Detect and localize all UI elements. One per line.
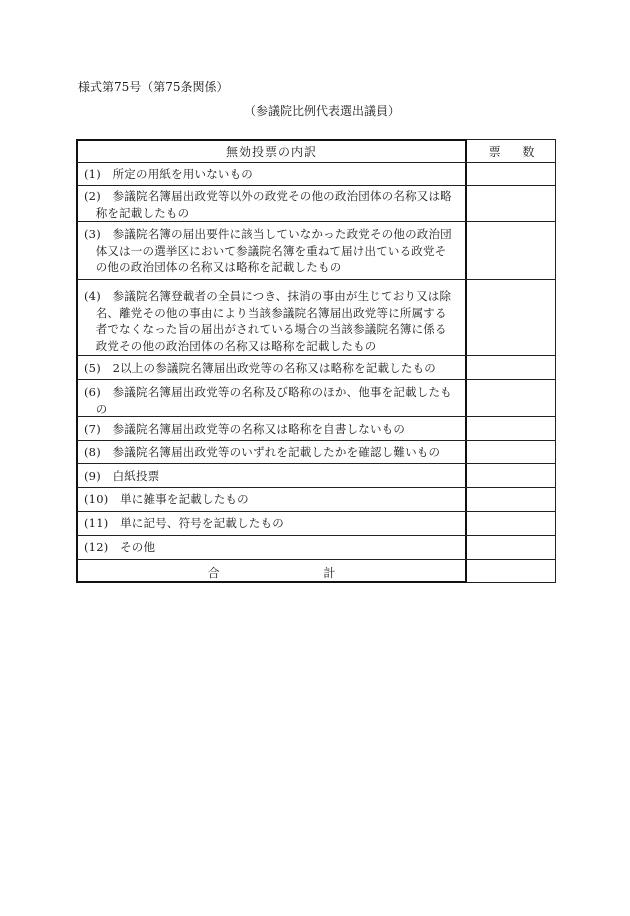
vote-count-cell[interactable] [468, 512, 555, 535]
form-number: 様式第75号（第75条関係） [78, 80, 229, 94]
invalid-vote-reason-line: (12) その他 [84, 540, 156, 554]
vote-count-cell[interactable] [468, 464, 555, 487]
invalid-vote-reason-line: (10) 単に雑事を記載したもの [84, 492, 249, 506]
total-label: 合 計 [207, 566, 336, 580]
invalid-vote-reason-line: (8) 参議院名簿届出政党等のいずれを記載したかを確認し難いもの [84, 445, 441, 459]
vote-count-cell[interactable] [468, 280, 555, 355]
vote-count-cell[interactable] [468, 536, 555, 559]
invalid-vote-reason-line: 者でなくなった旨の届出がされている場合の当該参議院名簿に係る [84, 322, 447, 336]
vote-count-cell[interactable] [468, 488, 555, 511]
invalid-vote-reason-line: 政党その他の政治団体の名称又は略称を記載したもの [84, 338, 377, 353]
invalid-vote-reason-line: (5) 2以上の参議院名簿届出政党等の名称又は略称を記載したもの [84, 361, 437, 375]
vote-count-cell[interactable] [468, 163, 555, 185]
vote-count-cell[interactable] [468, 441, 555, 463]
invalid-vote-reason-line: 体又は一の選挙区において参議院名簿を重ねて届け出ている政党そ [84, 243, 447, 258]
invalid-vote-reason-line: (9) 白紙投票 [84, 469, 160, 483]
invalid-vote-reason-line: (6) 参議院名簿届出政党等の名称及び略称のほか、他事を記載したも [84, 385, 452, 399]
vote-count-cell[interactable] [468, 222, 555, 279]
vote-count-cell[interactable] [468, 380, 555, 416]
invalid-vote-reason-line: 称を記載したもの [84, 205, 190, 220]
vote-count-cell[interactable] [468, 356, 555, 379]
header-vote-count-label: 票 数 [488, 145, 535, 159]
invalid-vote-reason-line: (7) 参議院名簿届出政党等の名称又は略称を自書しないもの [84, 422, 406, 436]
invalid-vote-reason-line: (11) 単に記号、符号を記載したもの [84, 516, 284, 530]
invalid-vote-reason-line: の [84, 401, 108, 416]
invalid-vote-reason-line: (1) 所定の用紙を用いないもの [84, 167, 253, 181]
total-count-cell[interactable] [468, 560, 555, 582]
invalid-vote-reason-line: (3) 参議院名簿の届出要件に該当していなかった政党その他の政治団 [84, 227, 452, 241]
invalid-vote-reason-line: の他の政治団体の名称又は略称を記載したもの [84, 260, 342, 274]
invalid-vote-reason-line: (2) 参議院名簿届出政党等以外の政党その他の政治団体の名称又は略 [84, 189, 452, 203]
vote-count-cell[interactable] [468, 417, 555, 440]
vote-count-cell[interactable] [468, 186, 555, 221]
invalid-vote-reason-line: (4) 参議院名簿登載者の全員につき、抹消の事由が生じており又は除 [84, 289, 452, 303]
invalid-vote-reason-line: 名、離党その他の事由により当該参議院名簿届出政党等に所属する [84, 305, 447, 320]
header-breakdown-label: 無効投票の内訳 [225, 145, 317, 159]
form-subtitle: （参議院比例代表選出議員） [244, 104, 401, 118]
